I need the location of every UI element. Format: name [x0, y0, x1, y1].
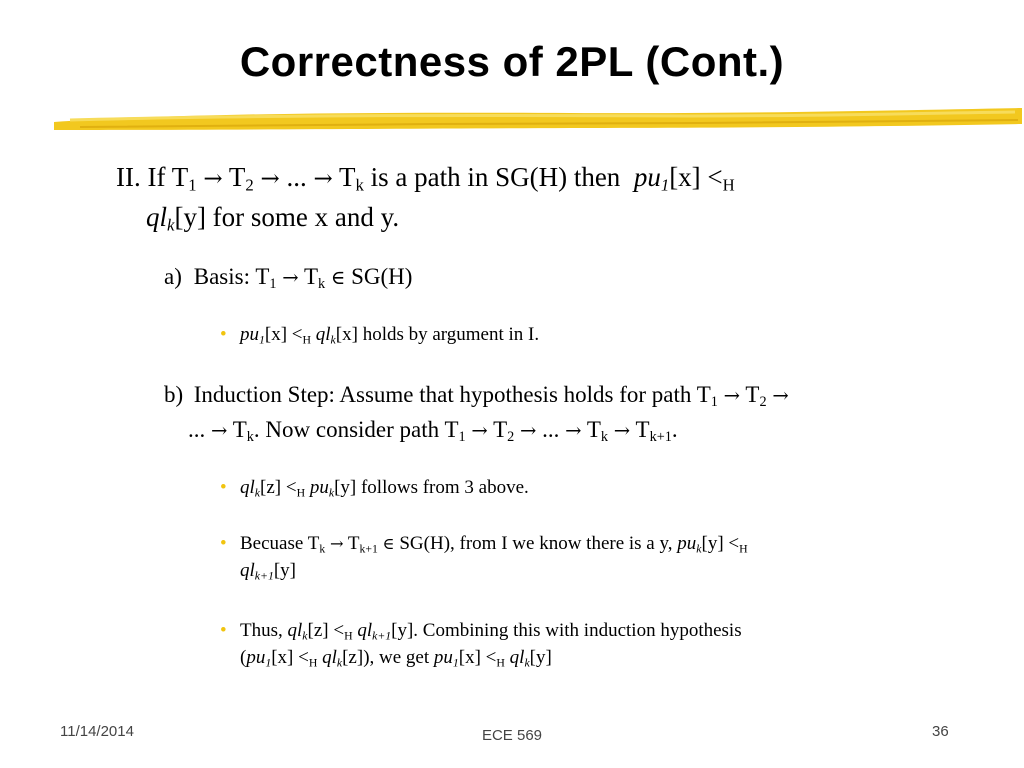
item-b-label: b) — [164, 382, 184, 407]
bullet-basis: • $pu_1[x] <_H$ $ql_k[x]$ holds by argument in I. — [220, 321, 940, 348]
statement-ii: II. If $T_1 \to T_2$ → ... → $T_k$ is a path in SG(H) then $pu_1[x] <_H$ $ql_k[y]$ for some x and y. — [116, 162, 735, 235]
item-b-induction: b) Induction Step: Assume that hypothesis holds for path $T_1 \to T_2$ → ... → $T_k$. Now consider path $T_1 \to T_2$ → ... → $T_k \to T_{k+1}$. — [164, 378, 954, 448]
item-a-label: a) — [164, 264, 182, 289]
bullet-icon: • — [220, 620, 227, 641]
item-a-basis: a) Basis: $T_1 \to T_k$ ∈ SG(H) — [164, 260, 944, 295]
footer-page-number: 36 — [932, 723, 949, 740]
bullet-2-text: follows from 3 above. — [360, 477, 529, 498]
bullet-1-text: holds by argument in I. — [362, 324, 540, 345]
bullet-icon: • — [220, 533, 227, 554]
bullet-icon: • — [220, 477, 227, 498]
footer-course: ECE 569 — [481, 727, 543, 744]
footer-date: 11/14/2014 — [60, 723, 134, 740]
slide-title: Correctness of 2PL (Cont.) — [239, 38, 785, 85]
bullet-because: • Becuase $T_k \to T_{k+1}$ ∈ SG(H), from I we know there is a y, $pu_k[y] <_H$ $ql_{k+1}[y]$ — [220, 530, 940, 584]
bullet-icon: • — [220, 324, 227, 345]
bullet-follows: • $ql_k[z] <_H$ $pu_k[y]$ follows from 3 above. — [220, 474, 940, 501]
title-highlight-stroke — [50, 100, 1024, 138]
statement-label: II. — [116, 162, 141, 192]
bullet-thus: • Thus, $ql_k[z] <_H$ $ql_{k+1}[y]$. Combining this with induction hypothesis ($pu_1[x] <_H$ $ql_k[z]$), we get $pu_1[x] <_H$ $ql_k[y]$ — [220, 617, 960, 671]
